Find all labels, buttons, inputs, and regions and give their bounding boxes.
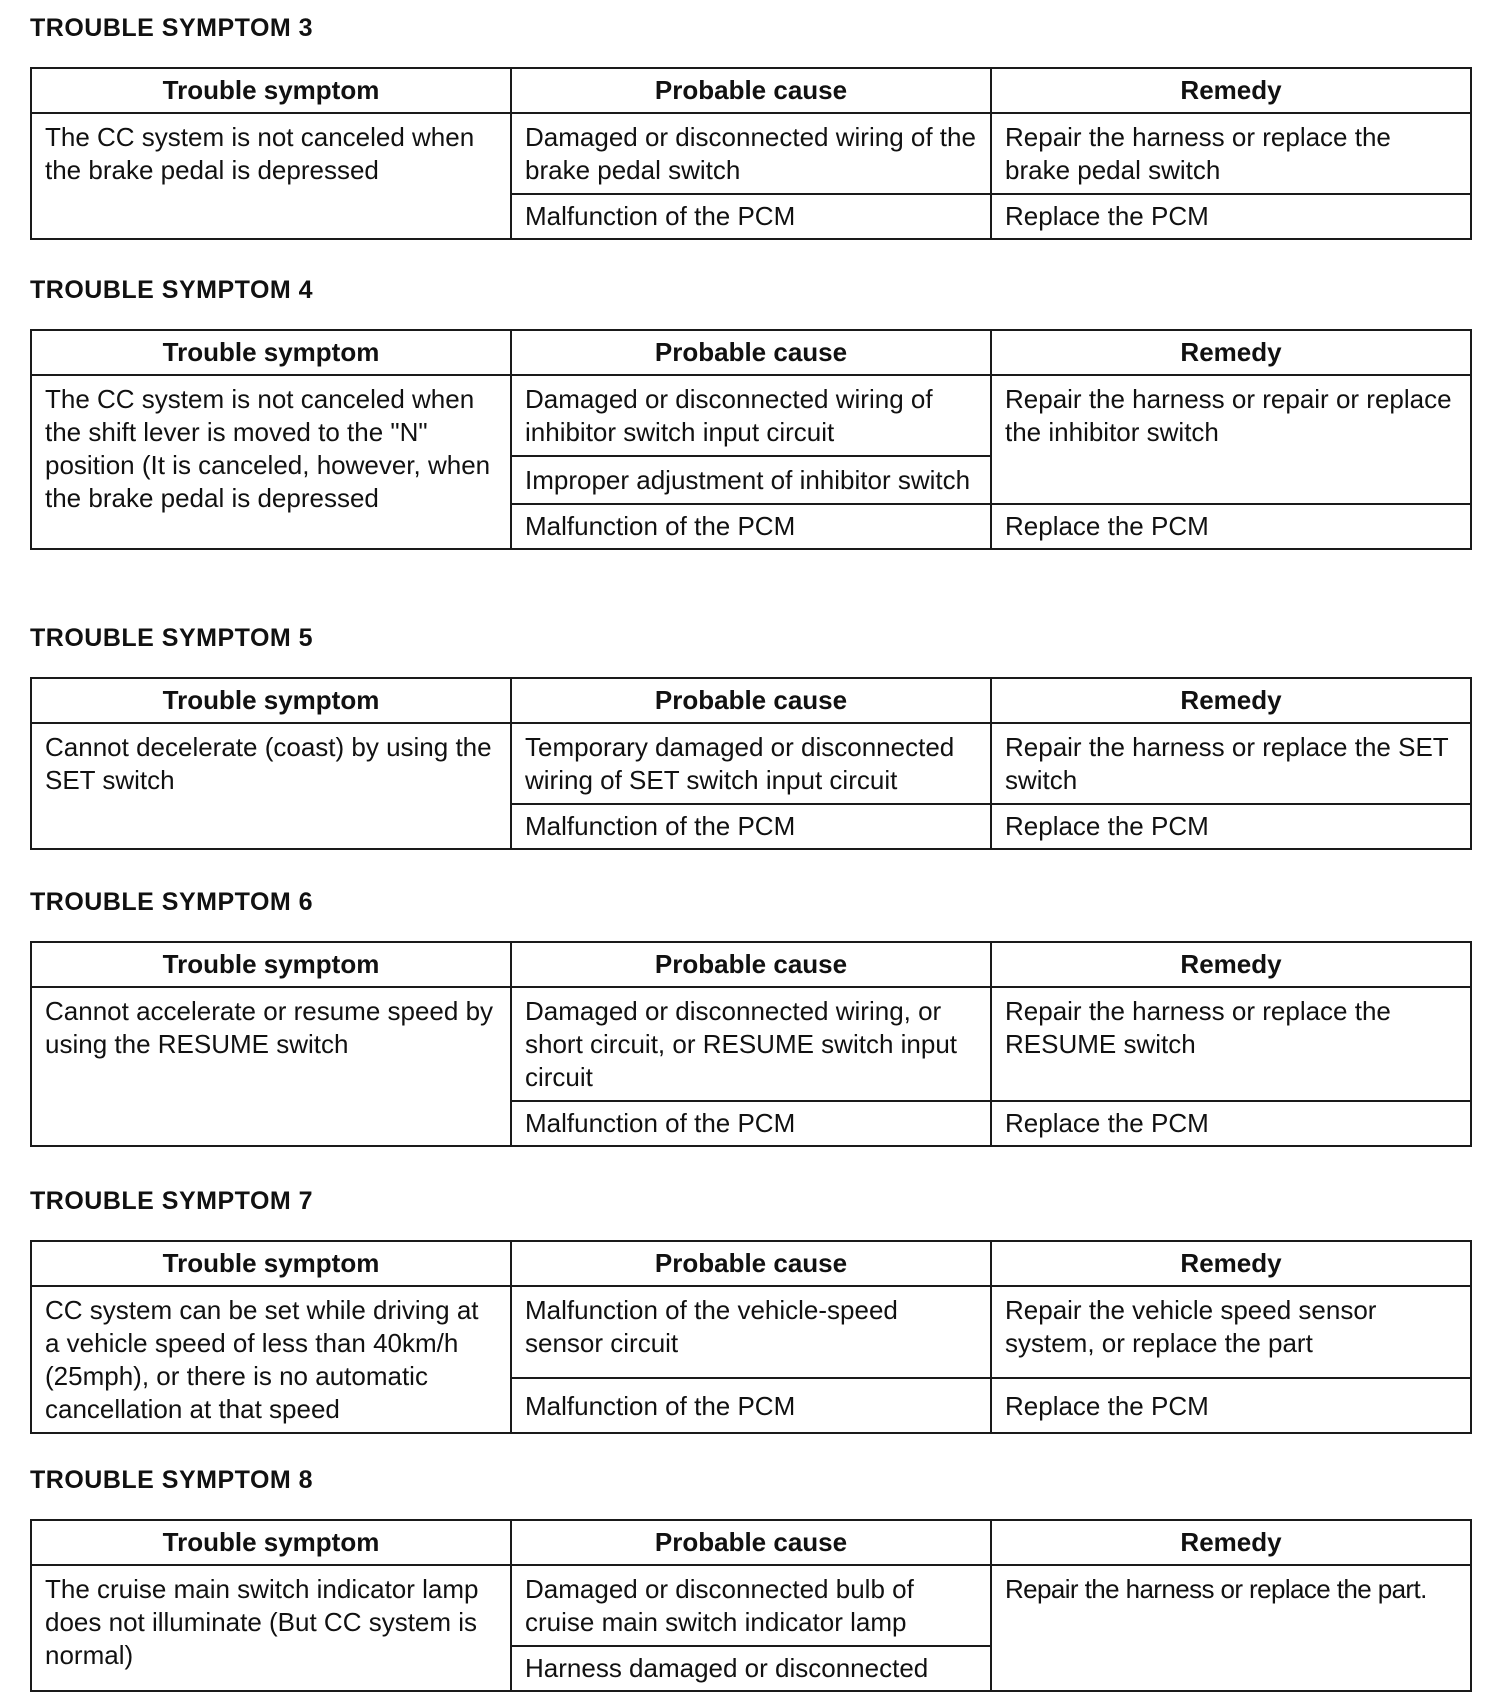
header-trouble-symptom: Trouble symptom (31, 68, 511, 113)
header-remedy: Remedy (991, 1520, 1471, 1565)
table-row (31, 113, 1471, 194)
symptom-cell: Cannot accelerate or resume speed by using the RESUME switch (31, 987, 511, 1146)
remedy-cell: Repair the harness or replace the RESUME switch (991, 987, 1471, 1101)
cause-cell: Improper adjustment of inhibitor switch (511, 456, 991, 504)
section-title: TROUBLE SYMPTOM 7 (30, 1187, 314, 1215)
table-row (31, 1565, 1471, 1646)
header-row (31, 678, 1471, 723)
remedy-cell: Replace the PCM (991, 194, 1471, 239)
trouble-table (30, 677, 1472, 850)
header-row (31, 68, 1471, 113)
header-remedy: Remedy (991, 1241, 1471, 1286)
remedy-cell: Repair the harness or repair or replace the inhibitor switch (991, 375, 1471, 504)
header-row (31, 1241, 1471, 1286)
remedy-cell: Repair the harness or replace the part. (991, 1565, 1471, 1691)
section-title: TROUBLE SYMPTOM 4 (30, 276, 314, 304)
header-remedy: Remedy (991, 942, 1471, 987)
trouble-symptom-7-section (30, 1183, 1470, 1424)
trouble-table (30, 1519, 1472, 1692)
trouble-symptom-6-section (30, 884, 1470, 1138)
trouble-table (30, 1240, 1472, 1434)
header-remedy: Remedy (991, 678, 1471, 723)
cause-cell: Malfunction of the PCM (511, 194, 991, 239)
table-row (31, 375, 1471, 456)
trouble-symptom-5-section (30, 620, 1470, 841)
remedy-cell: Replace the PCM (991, 504, 1471, 549)
header-probable-cause: Probable cause (511, 68, 991, 113)
table-row (31, 1286, 1471, 1378)
header-trouble-symptom: Trouble symptom (31, 330, 511, 375)
cause-cell: Malfunction of the PCM (511, 1101, 991, 1146)
trouble-symptom-8-section (30, 1462, 1470, 1683)
remedy-cell: Repair the harness or replace the SET switch (991, 723, 1471, 804)
header-row (31, 330, 1471, 375)
trouble-symptom-3-section (30, 10, 1470, 231)
symptom-cell: The CC system is not canceled when the shift lever is moved to the "N" position (It is canceled, however, when the brake pedal is depressed (31, 375, 511, 549)
cause-cell: Harness damaged or disconnected (511, 1646, 991, 1691)
cause-cell: Damaged or disconnected wiring of the brake pedal switch (511, 113, 991, 194)
remedy-cell: Repair the vehicle speed sensor system, or replace the part (991, 1286, 1471, 1378)
header-probable-cause: Probable cause (511, 942, 991, 987)
trouble-table (30, 329, 1472, 550)
table-row (31, 723, 1471, 804)
header-probable-cause: Probable cause (511, 678, 991, 723)
symptom-cell: The cruise main switch indicator lamp does not illuminate (But CC system is normal) (31, 1565, 511, 1691)
cause-cell: Malfunction of the PCM (511, 804, 991, 849)
cause-cell: Temporary damaged or disconnected wiring of SET switch input circuit (511, 723, 991, 804)
cause-cell: Damaged or disconnected wiring of inhibitor switch input circuit (511, 375, 991, 456)
header-trouble-symptom: Trouble symptom (31, 678, 511, 723)
header-probable-cause: Probable cause (511, 1241, 991, 1286)
header-row (31, 942, 1471, 987)
header-row (31, 1520, 1471, 1565)
header-probable-cause: Probable cause (511, 1520, 991, 1565)
header-trouble-symptom: Trouble symptom (31, 942, 511, 987)
cause-cell: Malfunction of the PCM (511, 504, 991, 549)
header-trouble-symptom: Trouble symptom (31, 1520, 511, 1565)
section-title: TROUBLE SYMPTOM 6 (30, 888, 314, 916)
symptom-cell: CC system can be set while driving at a vehicle speed of less than 40km/h (25mph), or there is no automatic cancellation at that speed (31, 1286, 511, 1433)
header-trouble-symptom: Trouble symptom (31, 1241, 511, 1286)
section-title: TROUBLE SYMPTOM 5 (30, 624, 314, 652)
symptom-cell: The CC system is not canceled when the brake pedal is depressed (31, 113, 511, 239)
cause-cell: Damaged or disconnected bulb of cruise main switch indicator lamp (511, 1565, 991, 1646)
remedy-cell: Replace the PCM (991, 804, 1471, 849)
trouble-symptom-4-section (30, 272, 1470, 541)
section-title: TROUBLE SYMPTOM 8 (30, 1466, 314, 1494)
remedy-cell: Repair the harness or replace the brake pedal switch (991, 113, 1471, 194)
header-probable-cause: Probable cause (511, 330, 991, 375)
cause-cell: Malfunction of the vehicle-speed sensor circuit (511, 1286, 991, 1378)
table-row (31, 987, 1471, 1101)
header-remedy: Remedy (991, 68, 1471, 113)
trouble-table (30, 67, 1472, 240)
remedy-cell: Replace the PCM (991, 1101, 1471, 1146)
cause-cell: Damaged or disconnected wiring, or short circuit, or RESUME switch input circuit (511, 987, 991, 1101)
remedy-cell: Replace the PCM (991, 1378, 1471, 1433)
section-title: TROUBLE SYMPTOM 3 (30, 14, 314, 42)
header-remedy: Remedy (991, 330, 1471, 375)
symptom-cell: Cannot decelerate (coast) by using the SET switch (31, 723, 511, 849)
trouble-table (30, 941, 1472, 1147)
cause-cell: Malfunction of the PCM (511, 1378, 991, 1433)
